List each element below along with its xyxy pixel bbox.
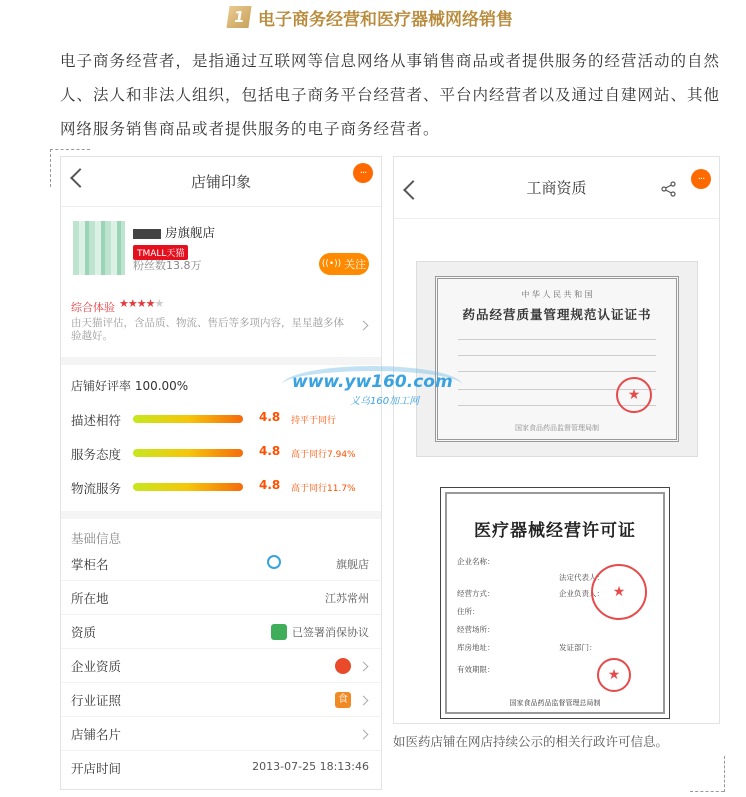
score-compare: 高于同行11.7% bbox=[291, 484, 356, 494]
info-row-enterprise-qualification[interactable] bbox=[61, 649, 381, 683]
info-value: 旗舰店 bbox=[336, 558, 369, 571]
overall-rating[interactable] bbox=[61, 295, 381, 365]
redacted-mask bbox=[133, 229, 161, 239]
shop-logo bbox=[73, 221, 125, 275]
score-value: 4.8 bbox=[259, 478, 281, 492]
shop-name: 房旗舰店 bbox=[133, 223, 215, 241]
decor-dotted-line bbox=[50, 149, 90, 150]
certificate-line bbox=[458, 371, 656, 372]
certificate-field: 发证部门： bbox=[559, 643, 597, 652]
follow-label: 关注 bbox=[344, 258, 367, 271]
decor-dotted-line bbox=[50, 149, 51, 187]
official-seal bbox=[597, 658, 631, 692]
shop-impression-screen bbox=[60, 156, 382, 790]
shop-impression-header bbox=[61, 157, 381, 207]
certificate-title: 药品经营质量管理规范认证证书 bbox=[462, 307, 652, 322]
info-label: 资质 bbox=[71, 625, 97, 640]
certificate-field: 经营场所： bbox=[457, 625, 495, 634]
figure-caption: 如医药店铺在网店持续公示的相关行政许可信息。 bbox=[393, 734, 669, 749]
chevron-right-icon bbox=[359, 662, 369, 672]
section-title-text: 电子商务经营和医疗器械网络销售 bbox=[258, 9, 513, 30]
score-label: 描述相符 bbox=[71, 413, 122, 428]
info-value: 2013-07-25 18:13:46 bbox=[252, 760, 369, 773]
score-row bbox=[71, 443, 371, 463]
info-label: 企业资质 bbox=[71, 659, 122, 674]
info-label: 开店时间 bbox=[71, 761, 122, 776]
score-bar bbox=[133, 415, 243, 423]
certificate-field: 法定代表人： bbox=[559, 573, 604, 582]
qualification-header bbox=[394, 157, 719, 219]
info-row-open-time bbox=[61, 751, 381, 785]
fans-count: 粉丝数13.8万 bbox=[133, 259, 202, 272]
score-row bbox=[71, 409, 371, 429]
info-label: 掌柜名 bbox=[71, 557, 109, 572]
watermark-arc bbox=[282, 366, 462, 404]
certificate-line bbox=[458, 355, 656, 356]
business-qualification-screen bbox=[393, 156, 720, 724]
score-compare: 高于同行7.94% bbox=[291, 450, 356, 460]
certificate-header: 中 华 人 民 共 和 国 bbox=[521, 290, 593, 299]
score-compare: 持平于同行 bbox=[291, 416, 337, 426]
good-rate: 店铺好评率 100.00% bbox=[71, 379, 189, 393]
follow-icon: ((•)) bbox=[321, 259, 342, 269]
decor-dotted-line bbox=[724, 756, 725, 792]
info-row-industry-license[interactable] bbox=[61, 683, 381, 717]
certificate-field: 企业负责人： bbox=[559, 589, 604, 598]
official-seal bbox=[616, 377, 652, 413]
basic-info-heading: 基础信息 bbox=[61, 511, 381, 547]
page-title: 店铺印象 bbox=[190, 173, 251, 191]
info-row-owner[interactable] bbox=[61, 547, 381, 581]
certificate-field: 企业名称： bbox=[457, 557, 495, 566]
chevron-right-icon bbox=[359, 696, 369, 706]
certificate-title: 医疗器械经营许可证 bbox=[474, 521, 636, 541]
rating-label: 综合体验 bbox=[71, 301, 115, 314]
food-license-icon: 食 bbox=[335, 692, 351, 708]
chevron-right-icon bbox=[359, 321, 369, 331]
info-row-location bbox=[61, 581, 381, 615]
watermark-url: www.yw160.com bbox=[292, 372, 453, 392]
page-title: 工商资质 bbox=[526, 179, 587, 197]
chevron-right-icon bbox=[359, 730, 369, 740]
wangwang-icon bbox=[267, 555, 281, 569]
score-row bbox=[71, 477, 371, 497]
score-value: 4.8 bbox=[259, 444, 281, 458]
section-number: 1 bbox=[226, 6, 251, 28]
more-icon[interactable]: ··· bbox=[353, 163, 373, 183]
score-bar bbox=[133, 483, 243, 491]
medical-device-license-image[interactable] bbox=[440, 487, 670, 719]
certificate-footer: 国家食品药品监督管理总局制 bbox=[509, 699, 601, 707]
certificate-line bbox=[458, 339, 656, 340]
info-row-shop-card[interactable] bbox=[61, 717, 381, 751]
business-license-icon bbox=[335, 658, 351, 674]
rating-stars: ★★★★★ bbox=[119, 297, 164, 310]
certificate-footer: 国家食品药品监督管理局制 bbox=[515, 424, 599, 432]
rating-description: 由天猫评估，含品质、物流、售后等多项内容，星星越多体验越好。 bbox=[71, 317, 344, 342]
certificate-field: 有效期限： bbox=[457, 665, 495, 674]
back-icon[interactable] bbox=[403, 180, 423, 200]
gsp-certificate-image[interactable] bbox=[416, 261, 698, 457]
info-label: 所在地 bbox=[71, 591, 109, 606]
score-bar bbox=[133, 449, 243, 457]
info-value: 已签署消保协议 bbox=[292, 626, 369, 639]
share-icon[interactable] bbox=[661, 181, 677, 197]
certificate-field: 经营方式： bbox=[457, 589, 495, 598]
follow-button[interactable] bbox=[319, 253, 369, 275]
tmall-badge: TMALL天猫 bbox=[133, 245, 188, 260]
certificate-field: 库房地址： bbox=[457, 643, 495, 652]
watermark-subtitle: 义乌160加工网 bbox=[350, 396, 420, 407]
site-watermark bbox=[292, 372, 453, 407]
certificate-field: 住所： bbox=[457, 607, 480, 616]
info-label: 行业证照 bbox=[71, 693, 122, 708]
info-row-qualification bbox=[61, 615, 381, 649]
consumer-protection-icon bbox=[271, 624, 287, 640]
info-value: 江苏常州 bbox=[325, 592, 369, 605]
certificate-frame bbox=[435, 276, 679, 442]
score-label: 服务态度 bbox=[71, 447, 122, 462]
more-icon[interactable]: ··· bbox=[691, 169, 711, 189]
intro-paragraph: 电子商务经营者，是指通过互联网等信息网络从事销售商品或者提供服务的经营活动的自然人、法人和非法人组织，包括电子商务平台经营者、平台内经营者以及通过自建网站、其他网络服务销售商品或者提供服务的电子商务经营者。 bbox=[60, 52, 721, 138]
score-value: 4.8 bbox=[259, 410, 281, 424]
info-label: 店铺名片 bbox=[71, 727, 122, 742]
decor-dotted-line bbox=[690, 791, 724, 792]
score-label: 物流服务 bbox=[71, 481, 122, 496]
official-seal bbox=[591, 564, 647, 620]
section-title bbox=[228, 4, 513, 30]
back-icon[interactable] bbox=[70, 168, 90, 188]
